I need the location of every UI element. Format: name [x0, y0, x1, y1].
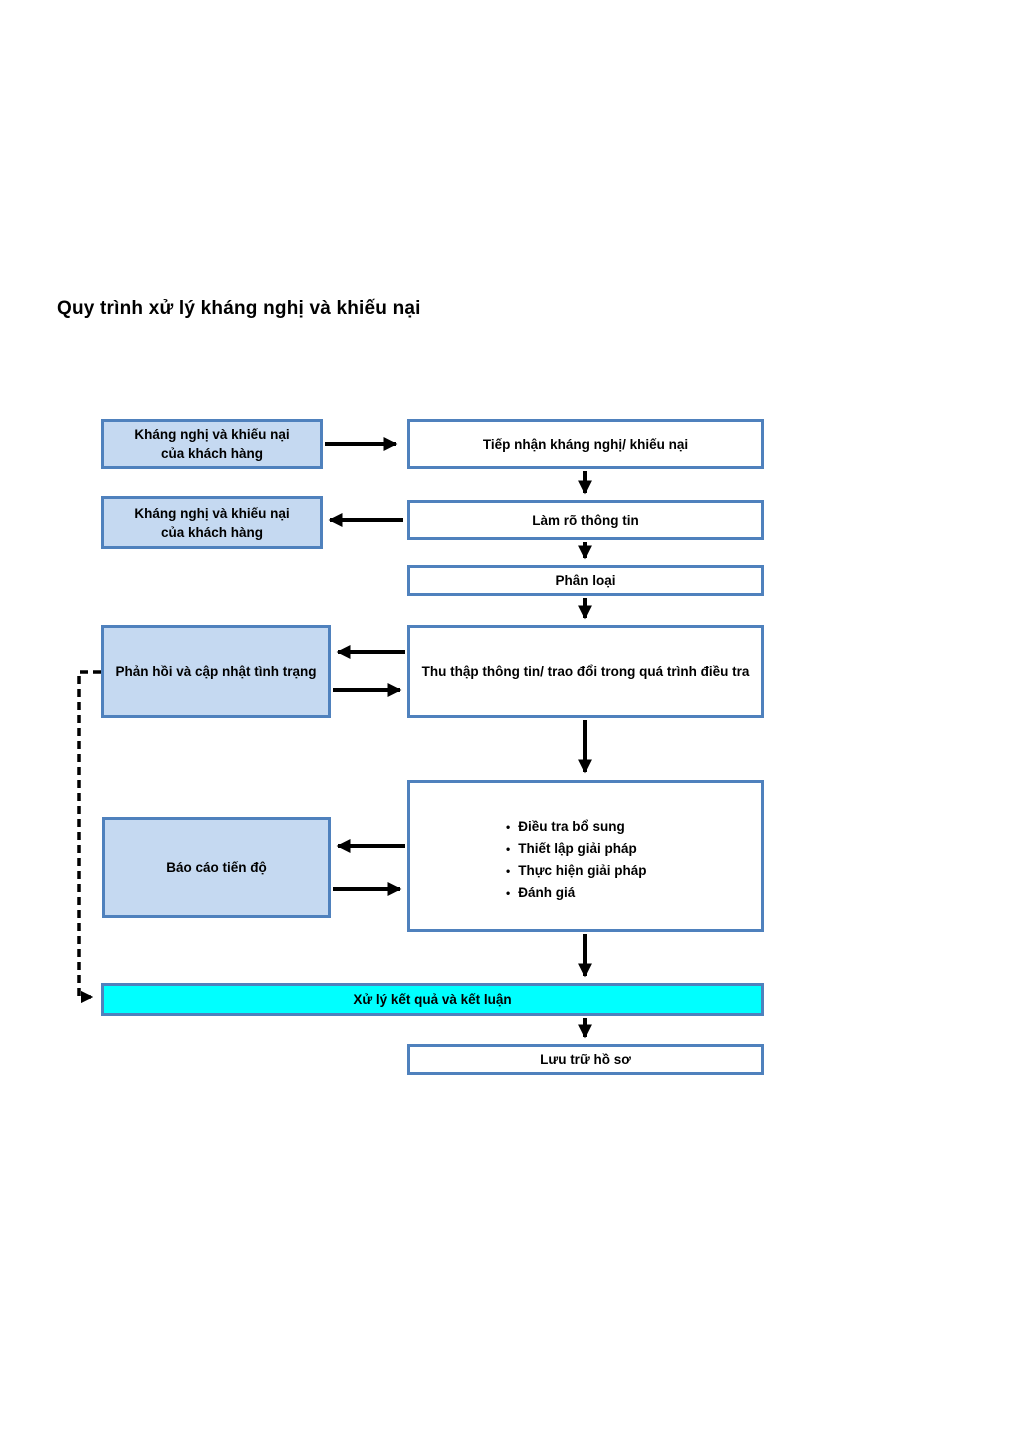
node-classify — [407, 565, 764, 596]
bullet-icon: • — [506, 842, 511, 856]
node-conclude-result-label: Xử lý kết quả và kết luận — [353, 992, 512, 1007]
action-item — [506, 816, 647, 838]
node-investigate — [407, 625, 764, 718]
bullet-icon: • — [506, 886, 511, 900]
action-item-label: Thực hiện giải pháp — [518, 863, 647, 878]
node-customer-appeal-mid-line1: Kháng nghị và khiếu nại — [134, 505, 290, 521]
dashed-feedback-to-conclude — [79, 672, 101, 997]
page-title: Quy trình xử lý kháng nghị và khiếu nại — [57, 298, 421, 319]
node-progress-report-label: Báo cáo tiến độ — [166, 860, 267, 875]
node-investigate-label: Thu thập thông tin/ trao đổi trong quá trình điều tra — [421, 664, 750, 679]
node-receive-appeal-label: Tiếp nhận kháng nghị/ khiếu nại — [482, 436, 689, 452]
action-item — [506, 860, 647, 882]
node-action-list — [407, 780, 764, 932]
node-clarify-info — [407, 500, 764, 540]
node-customer-appeal-mid — [101, 496, 323, 549]
node-progress-report — [102, 817, 331, 918]
node-archive-records — [407, 1044, 764, 1075]
node-customer-appeal-top-line1: Kháng nghị và khiếu nại — [134, 427, 290, 442]
action-item — [506, 882, 647, 904]
node-customer-appeal-top — [101, 419, 323, 469]
node-archive-records-label: Lưu trữ hồ sơ — [540, 1052, 631, 1067]
action-bullet-list — [506, 816, 647, 904]
action-item-label: Thiết lập giải pháp — [518, 841, 637, 856]
bullet-icon: • — [506, 820, 511, 834]
node-classify-label: Phân loại — [555, 573, 616, 588]
bullet-icon: • — [506, 864, 511, 878]
action-item-label: Đánh giá — [518, 885, 576, 900]
node-clarify-info-label: Làm rõ thông tin — [532, 512, 639, 528]
action-item — [506, 838, 647, 860]
node-feedback-status-label: Phản hồi và cập nhật tình trạng — [115, 664, 317, 679]
node-feedback-status — [101, 625, 331, 718]
node-receive-appeal — [407, 419, 764, 469]
action-item-label: Điều tra bổ sung — [518, 819, 625, 834]
node-customer-appeal-top-line2: của khách hàng — [160, 446, 264, 461]
node-customer-appeal-mid-line2: của khách hàng — [160, 524, 264, 540]
node-conclude-result — [101, 983, 764, 1016]
